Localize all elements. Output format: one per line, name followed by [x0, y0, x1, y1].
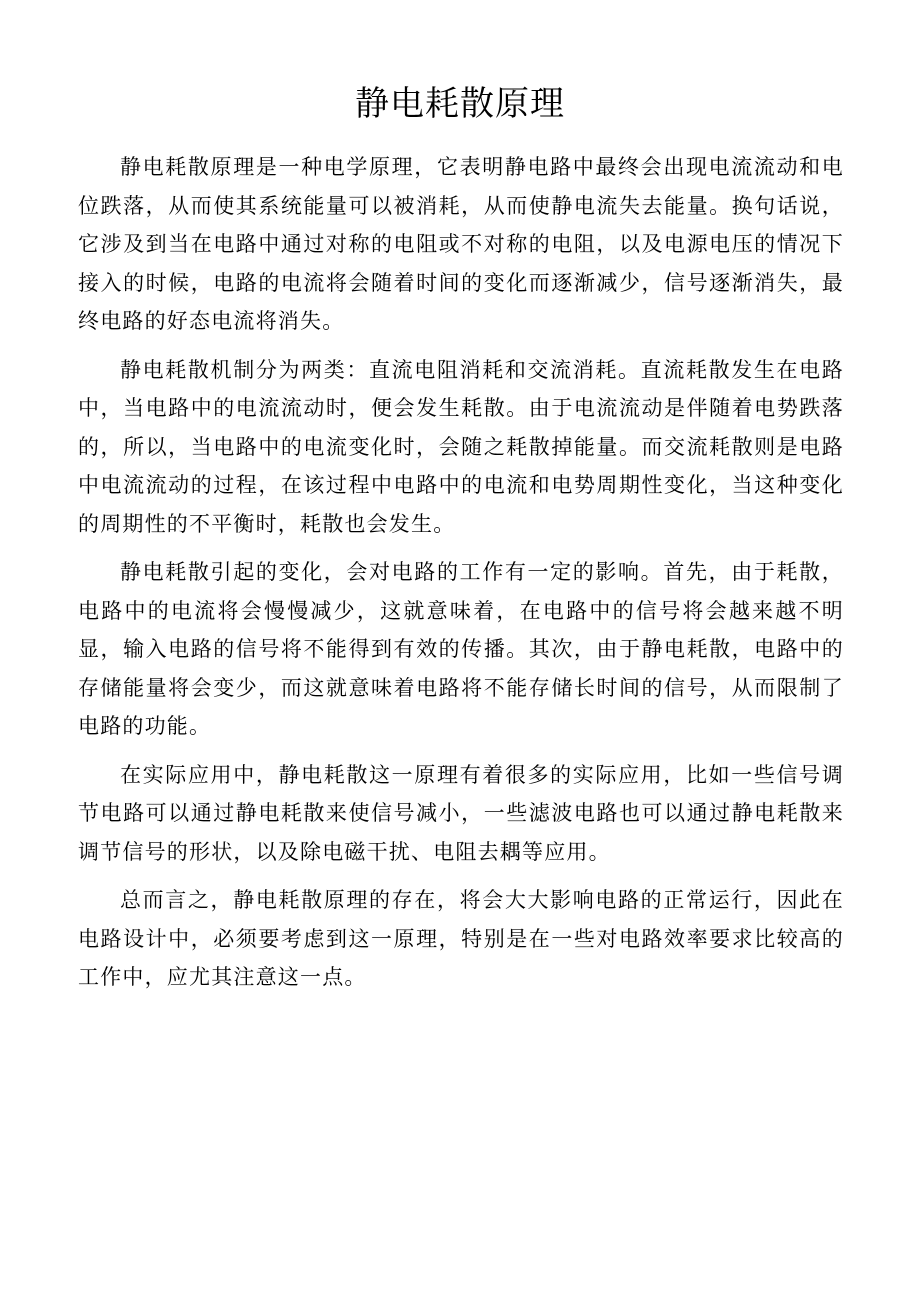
- paragraph-3: 静电耗散引起的变化，会对电路的工作有一定的影响。首先，由于耗散，电路中的电流将会慢慢减少，这就意味着，在电路中的信号将会越来越不明显，输入电路的信号将不能得到有效的传播。其次，由于静电耗散，电路中的存储能量将会变少，而这就意味着电路将不能存储长时间的信号，从而限制了电路的功能。: [78, 560, 844, 738]
- paragraph-4: 在实际应用中，静电耗散这一原理有着很多的实际应用，比如一些信号调节电路可以通过静电耗散来使信号减小，一些滤波电路也可以通过静电耗散来调节信号的形状，以及除电磁干扰、电阻去耦等应用。: [78, 762, 844, 864]
- paragraph-1: 静电耗散原理是一种电学原理，它表明静电路中最终会出现电流流动和电位跌落，从而使其系统能量可以被消耗，从而使静电流失去能量。换句话说，它涉及到当在电路中通过对称的电阻或不对称的电阻，以及电源电压的情况下接入的时候，电路的电流将会随着时间的变化而逐渐减少，信号逐渐消失，最终电路的好态电流将消失。: [78, 155, 844, 333]
- page-title: 静电耗散原理: [355, 84, 565, 124]
- paragraph-5: 总而言之，静电耗散原理的存在，将会大大影响电路的正常运行，因此在电路设计中，必须要考虑到这一原理，特别是在一些对电路效率要求比较高的工作中，应尤其注意这一点。: [78, 888, 844, 989]
- document-body: [78, 148, 844, 1007]
- paragraph-2: 静电耗散机制分为两类：直流电阻消耗和交流消耗。直流耗散发生在电路中，当电路中的电流流动时，便会发生耗散。由于电流流动是伴随着电势跌落的，所以，当电路中的电流变化时，会随之耗散掉能量。而交流耗散则是电路中电流流动的过程，在该过程中电路中的电流和电势周期性变化，当这种变化的周期性的不平衡时，耗散也会发生。: [78, 357, 844, 536]
